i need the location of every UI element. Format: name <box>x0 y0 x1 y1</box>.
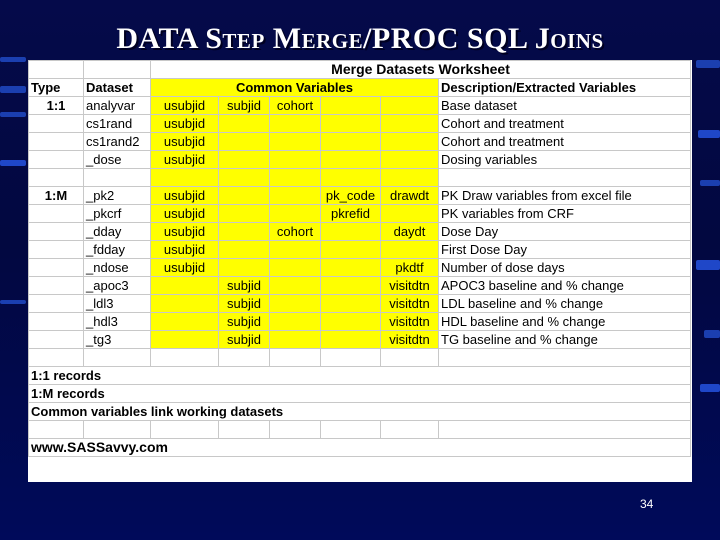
common-var-2 <box>219 259 270 277</box>
common-var-2: subjid <box>219 331 270 349</box>
row-type: 1:1 <box>29 97 84 115</box>
row-description: Cohort and treatment <box>439 115 691 133</box>
common-var-5 <box>381 241 439 259</box>
row-description: PK Draw variables from excel file <box>439 187 691 205</box>
common-var-2 <box>219 205 270 223</box>
decor-bar <box>0 57 26 62</box>
common-var-5 <box>381 151 439 169</box>
decor-bar <box>700 180 720 186</box>
empty-cell <box>219 349 270 367</box>
common-var-1: usubjid <box>151 223 219 241</box>
table-row <box>29 295 691 313</box>
page-number: 34 <box>640 497 654 511</box>
decor-bar <box>0 86 26 93</box>
common-var-2 <box>219 241 270 259</box>
common-var-1 <box>151 169 219 187</box>
table-row <box>29 277 691 295</box>
table-row <box>29 97 691 115</box>
row-type <box>29 331 84 349</box>
decor-bar <box>0 300 26 304</box>
common-var-2: subjid <box>219 295 270 313</box>
common-var-2 <box>219 223 270 241</box>
common-var-1: usubjid <box>151 97 219 115</box>
common-var-1 <box>151 331 219 349</box>
common-var-3 <box>270 295 321 313</box>
common-var-4 <box>321 115 381 133</box>
empty-cell <box>439 349 691 367</box>
row-type <box>29 115 84 133</box>
row-description: Number of dose days <box>439 259 691 277</box>
empty-cell <box>29 61 84 79</box>
note-row <box>29 403 691 421</box>
common-var-5: visitdtn <box>381 295 439 313</box>
row-type <box>29 151 84 169</box>
table-row <box>29 331 691 349</box>
common-var-1: usubjid <box>151 115 219 133</box>
table-row <box>29 115 691 133</box>
common-var-2 <box>219 187 270 205</box>
worksheet-image <box>28 60 692 482</box>
decor-bar <box>698 130 720 138</box>
row-type <box>29 133 84 151</box>
common-var-4 <box>321 223 381 241</box>
row-dataset: cs1rand2 <box>84 133 151 151</box>
header-row <box>29 79 691 97</box>
row-dataset: _pk2 <box>84 187 151 205</box>
row-description: Dosing variables <box>439 151 691 169</box>
row-type: 1:M <box>29 187 84 205</box>
empty-cell <box>84 61 151 79</box>
common-var-3 <box>270 187 321 205</box>
common-var-1: usubjid <box>151 241 219 259</box>
common-var-5 <box>381 97 439 115</box>
row-description: Base dataset <box>439 97 691 115</box>
blank-row <box>29 421 691 439</box>
decor-bar <box>700 384 720 392</box>
row-type <box>29 295 84 313</box>
row-dataset: _tg3 <box>84 331 151 349</box>
website-text: www.SASSavvy.com <box>29 439 691 457</box>
row-dataset: _ndose <box>84 259 151 277</box>
row-dataset: _dday <box>84 223 151 241</box>
common-var-1: usubjid <box>151 133 219 151</box>
merge-worksheet-table <box>28 60 691 457</box>
empty-cell <box>270 421 321 439</box>
common-var-1 <box>151 313 219 331</box>
row-description: First Dose Day <box>439 241 691 259</box>
common-var-1 <box>151 277 219 295</box>
common-var-1: usubjid <box>151 187 219 205</box>
empty-cell <box>321 349 381 367</box>
common-var-4 <box>321 259 381 277</box>
row-dataset: _pkcrf <box>84 205 151 223</box>
row-description <box>439 169 691 187</box>
header-common-variables: Common Variables <box>151 79 439 97</box>
note-row <box>29 385 691 403</box>
common-var-2 <box>219 133 270 151</box>
common-var-4 <box>321 241 381 259</box>
note-text: 1:M records <box>29 385 691 403</box>
row-type <box>29 169 84 187</box>
empty-cell <box>381 349 439 367</box>
header-type: Type <box>29 79 84 97</box>
common-var-4 <box>321 331 381 349</box>
common-var-4: pk_code <box>321 187 381 205</box>
row-type <box>29 277 84 295</box>
table-row <box>29 187 691 205</box>
common-var-1: usubjid <box>151 151 219 169</box>
row-type <box>29 313 84 331</box>
blank-row <box>29 349 691 367</box>
common-var-5 <box>381 169 439 187</box>
common-var-3 <box>270 151 321 169</box>
common-var-5 <box>381 205 439 223</box>
decor-bar <box>0 112 26 117</box>
common-var-5: pkdtf <box>381 259 439 277</box>
common-var-3: cohort <box>270 223 321 241</box>
table-row <box>29 223 691 241</box>
common-var-4 <box>321 295 381 313</box>
empty-cell <box>29 349 84 367</box>
website-row <box>29 439 691 457</box>
row-dataset: _hdl3 <box>84 313 151 331</box>
decor-bar <box>696 60 720 68</box>
common-var-4: pkrefid <box>321 205 381 223</box>
common-var-3: cohort <box>270 97 321 115</box>
empty-cell <box>84 421 151 439</box>
slide-title: DATA Step Merge/PROC SQL Joins <box>116 22 604 55</box>
common-var-3 <box>270 277 321 295</box>
table-row <box>29 205 691 223</box>
table-row <box>29 259 691 277</box>
empty-cell <box>151 349 219 367</box>
common-var-4 <box>321 97 381 115</box>
note-text: 1:1 records <box>29 367 691 385</box>
common-var-3 <box>270 169 321 187</box>
table-row <box>29 133 691 151</box>
common-var-4 <box>321 151 381 169</box>
row-description: Dose Day <box>439 223 691 241</box>
common-var-4 <box>321 169 381 187</box>
row-dataset: analyvar <box>84 97 151 115</box>
common-var-2: subjid <box>219 277 270 295</box>
common-var-3 <box>270 259 321 277</box>
common-var-4 <box>321 277 381 295</box>
common-var-2 <box>219 115 270 133</box>
common-var-3 <box>270 133 321 151</box>
common-var-1: usubjid <box>151 259 219 277</box>
common-var-5: visitdtn <box>381 331 439 349</box>
empty-cell <box>29 421 84 439</box>
row-type <box>29 205 84 223</box>
table-row <box>29 151 691 169</box>
table-row <box>29 169 691 187</box>
row-dataset: cs1rand <box>84 115 151 133</box>
empty-cell <box>151 421 219 439</box>
row-description: Cohort and treatment <box>439 133 691 151</box>
row-description: TG baseline and % change <box>439 331 691 349</box>
common-var-3 <box>270 313 321 331</box>
common-var-4 <box>321 313 381 331</box>
common-var-3 <box>270 331 321 349</box>
common-var-3 <box>270 115 321 133</box>
note-text: Common variables link working datasets <box>29 403 691 421</box>
header-dataset: Dataset <box>84 79 151 97</box>
empty-cell <box>381 421 439 439</box>
common-var-2: subjid <box>219 97 270 115</box>
row-dataset <box>84 169 151 187</box>
common-var-4 <box>321 133 381 151</box>
table-row <box>29 313 691 331</box>
note-row <box>29 367 691 385</box>
empty-cell <box>84 349 151 367</box>
row-dataset: _ldl3 <box>84 295 151 313</box>
common-var-5: visitdtn <box>381 277 439 295</box>
row-description: PK variables from CRF <box>439 205 691 223</box>
empty-cell <box>439 421 691 439</box>
common-var-1 <box>151 295 219 313</box>
worksheet-title-row <box>29 61 691 79</box>
table-row <box>29 241 691 259</box>
common-var-3 <box>270 205 321 223</box>
common-var-5: drawdt <box>381 187 439 205</box>
row-dataset: _dose <box>84 151 151 169</box>
common-var-1: usubjid <box>151 205 219 223</box>
header-description: Description/Extracted Variables <box>439 79 691 97</box>
row-type <box>29 259 84 277</box>
common-var-2 <box>219 169 270 187</box>
common-var-5 <box>381 133 439 151</box>
row-type <box>29 241 84 259</box>
row-dataset: _fdday <box>84 241 151 259</box>
row-description: HDL baseline and % change <box>439 313 691 331</box>
row-description: APOC3 baseline and % change <box>439 277 691 295</box>
common-var-5: visitdtn <box>381 313 439 331</box>
decor-bar <box>704 330 720 338</box>
common-var-3 <box>270 241 321 259</box>
row-type <box>29 223 84 241</box>
empty-cell <box>321 421 381 439</box>
common-var-2: subjid <box>219 313 270 331</box>
decor-bar <box>0 160 26 166</box>
row-dataset: _apoc3 <box>84 277 151 295</box>
worksheet-title: Merge Datasets Worksheet <box>151 61 691 79</box>
common-var-5 <box>381 115 439 133</box>
row-description: LDL baseline and % change <box>439 295 691 313</box>
common-var-2 <box>219 151 270 169</box>
empty-cell <box>219 421 270 439</box>
empty-cell <box>270 349 321 367</box>
decor-bar <box>696 260 720 270</box>
common-var-5: daydt <box>381 223 439 241</box>
